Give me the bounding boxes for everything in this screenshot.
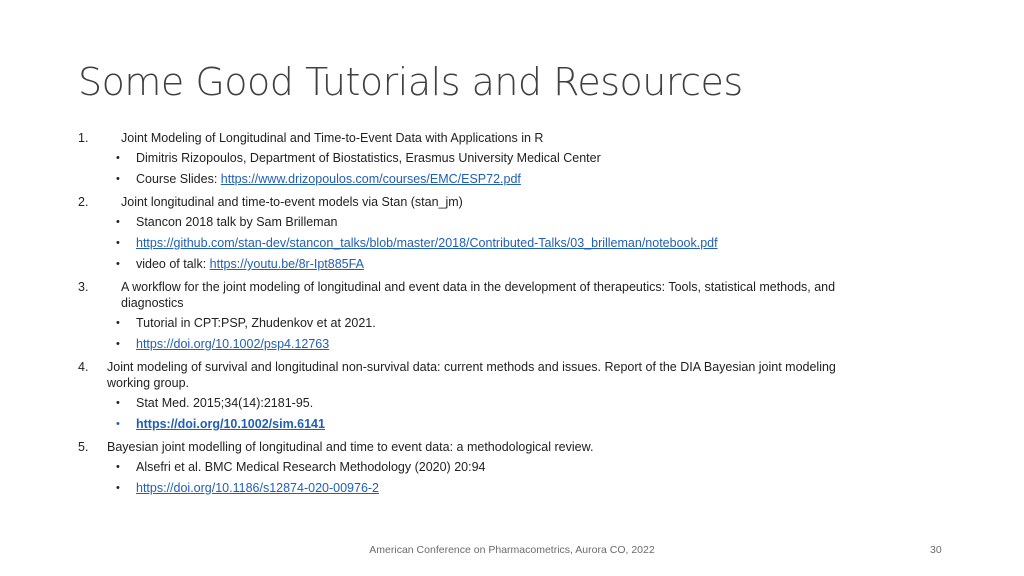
list-item — [116, 150, 878, 166]
item-heading: A workflow for the joint modeling of longitudinal and event data in the development of therapeutics: Tools, statistical methods, and diagnostics — [121, 280, 836, 310]
list-item — [116, 171, 878, 187]
resource-list — [78, 130, 878, 503]
resource-item-3 — [78, 279, 878, 352]
item-heading: Bayesian joint modelling of longitudinal and time to event data: a methodological review. — [107, 440, 594, 454]
bullet-text: Stancon 2018 talk by Sam Brilleman — [136, 215, 338, 229]
item-number: 1. — [78, 131, 89, 145]
list-item — [116, 214, 878, 230]
bullet-icon: • — [116, 173, 120, 185]
bullet-text: Dimitris Rizopoulos, Department of Biostatistics, Erasmus University Medical Center — [136, 151, 601, 165]
github-notebook-link[interactable]: https://github.com/stan-dev/stancon_talks/blob/master/2018/Contributed-Talks/03_brilleman/notebook.pdf — [136, 236, 718, 250]
list-item — [116, 315, 878, 331]
resource-item-1 — [78, 130, 878, 187]
bullet-icon: • — [116, 216, 120, 228]
bullet-icon: • — [116, 152, 120, 164]
item-heading: Joint longitudinal and time-to-event models via Stan (stan_jm) — [121, 195, 463, 209]
bullet-icon: • — [116, 482, 120, 494]
list-item — [116, 336, 878, 352]
resource-item-2 — [78, 194, 878, 272]
course-slides-link[interactable]: https://www.drizopoulos.com/courses/EMC/ESP72.pdf — [220, 172, 521, 186]
list-item — [116, 416, 878, 432]
list-item — [116, 480, 878, 496]
resource-item-5 — [78, 439, 878, 496]
bullet-text: Stat Med. 2015;34(14):2181-95. — [136, 396, 314, 410]
resource-item-4 — [78, 359, 878, 432]
item-number: 3. — [78, 280, 89, 294]
bullet-icon: • — [116, 258, 120, 270]
bullet-icon: • — [116, 461, 120, 473]
video-link[interactable]: https://youtu.be/8r-Ipt885FA — [209, 257, 364, 271]
list-item — [116, 235, 878, 251]
bullet-text: Alsefri et al. BMC Medical Research Methodology (2020) 20:94 — [136, 460, 486, 474]
bullet-icon: • — [116, 418, 120, 430]
item-heading: Joint modeling of survival and longitudinal non-survival data: current methods and issues. Report of the DIA Bayesian joint modeling working group. — [107, 360, 836, 390]
doi-link[interactable]: https://doi.org/10.1002/psp4.12763 — [136, 337, 330, 351]
doi-link[interactable]: https://doi.org/10.1002/sim.6141 — [136, 417, 325, 431]
bullet-text: Course Slides: — [136, 172, 221, 186]
slide-title: Some Good Tutorials and Resources — [78, 60, 743, 104]
list-item — [116, 395, 878, 411]
page-number: 30 — [930, 544, 942, 556]
bullet-icon: • — [116, 317, 120, 329]
item-number: 2. — [78, 195, 89, 209]
bullet-icon: • — [116, 338, 120, 350]
list-item — [116, 256, 878, 272]
list-item — [116, 459, 878, 475]
bullet-icon: • — [116, 397, 120, 409]
item-heading: Joint Modeling of Longitudinal and Time-to-Event Data with Applications in R — [121, 131, 544, 145]
item-number: 4. — [78, 360, 89, 374]
bullet-text: Tutorial in CPT:PSP, Zhudenkov et at 2021. — [136, 316, 376, 330]
bullet-text: video of talk: — [136, 257, 210, 271]
item-number: 5. — [78, 440, 89, 454]
bullet-icon: • — [116, 237, 120, 249]
doi-link[interactable]: https://doi.org/10.1186/s12874-020-00976-2 — [136, 481, 380, 495]
slide-footer: American Conference on Pharmacometrics, Aurora CO, 2022 — [369, 544, 655, 556]
